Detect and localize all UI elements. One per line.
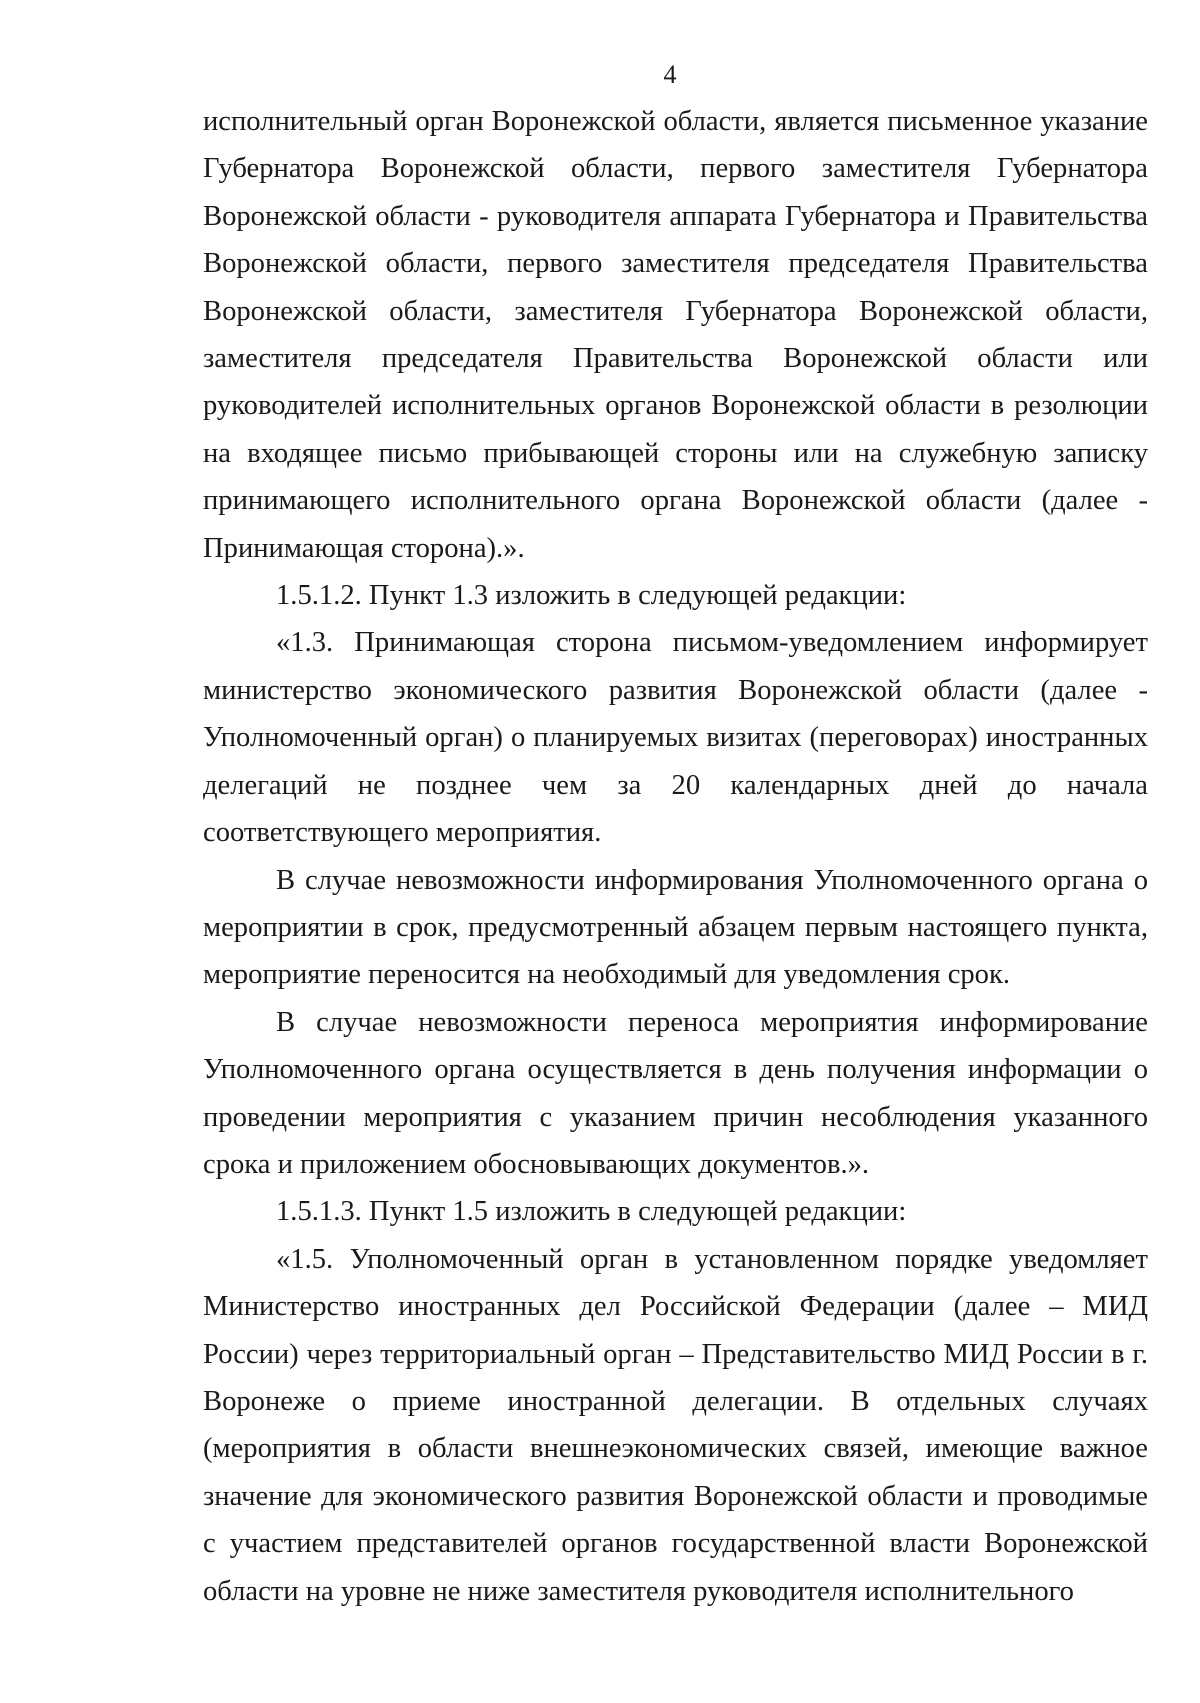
document-body <box>203 98 1148 1615</box>
paragraph-item-1-3-third: В случае невозможности переноса мероприятия информирование Уполномоченного органа осуществляется в день получения информации о проведении мероприятия с указанием причин несоблюдения указанного срока и приложением обосновывающих документов.». <box>203 1006 1148 1180</box>
paragraph-continuation: исполнительный орган Воронежской области, является письменное указание Губернатора Воронежской области, первого заместителя Губернатора Воронежской области - руководителя аппарата Губернатора и Правительства Воронежской области, первого заместителя председателя Правительства Воронежской области, заместителя Губернатора Воронежской области, заместителя председателя Правительства Воронежской области или руководителей исполнительных органов Воронежской области в резолюции на входящее письмо прибывающей стороны или на служебную записку принимающего исполнительного органа Воронежской области (далее - Принимающая сторона).». <box>203 106 1148 564</box>
paragraph-clause-1-5-1-2: 1.5.1.2. Пункт 1.3 изложить в следующей редакции: <box>276 580 907 612</box>
paragraph-clause-1-5-1-3: 1.5.1.3. Пункт 1.5 изложить в следующей редакции: <box>276 1196 907 1228</box>
paragraph-item-1-3-second: В случае невозможности информирования Уполномоченного органа о мероприятии в срок, предусмотренный абзацем первым настоящего пункта, мероприятие переносится на необходимый для уведомления срок. <box>203 864 1148 991</box>
paragraph-item-1-5: «1.5. Уполномоченный орган в установленном порядке уведомляет Министерство иностранных дел Российской Федерации (далее – МИД России) через территориальный орган – Представительство МИД России в г. Воронеже о приеме иностранной делегации. В отдельных случаях (мероприятия в области внешнеэкономических связей, имеющие важное значение для экономического развития Воронежской области и проводимые с участием представителей органов государственной власти Воронежской области на уровне не ниже заместителя руководителя исполнительного <box>203 1243 1148 1607</box>
page-number: 4 <box>663 60 677 89</box>
paragraph-item-1-3: «1.3. Принимающая сторона письмом-уведомлением информирует министерство экономического развития Воронежской области (далее - Уполномоченный орган) о планируемых визитах (переговорах) иностранных делегаций не позднее чем за 20 календарных дней до начала соответствующего мероприятия. <box>203 627 1148 849</box>
